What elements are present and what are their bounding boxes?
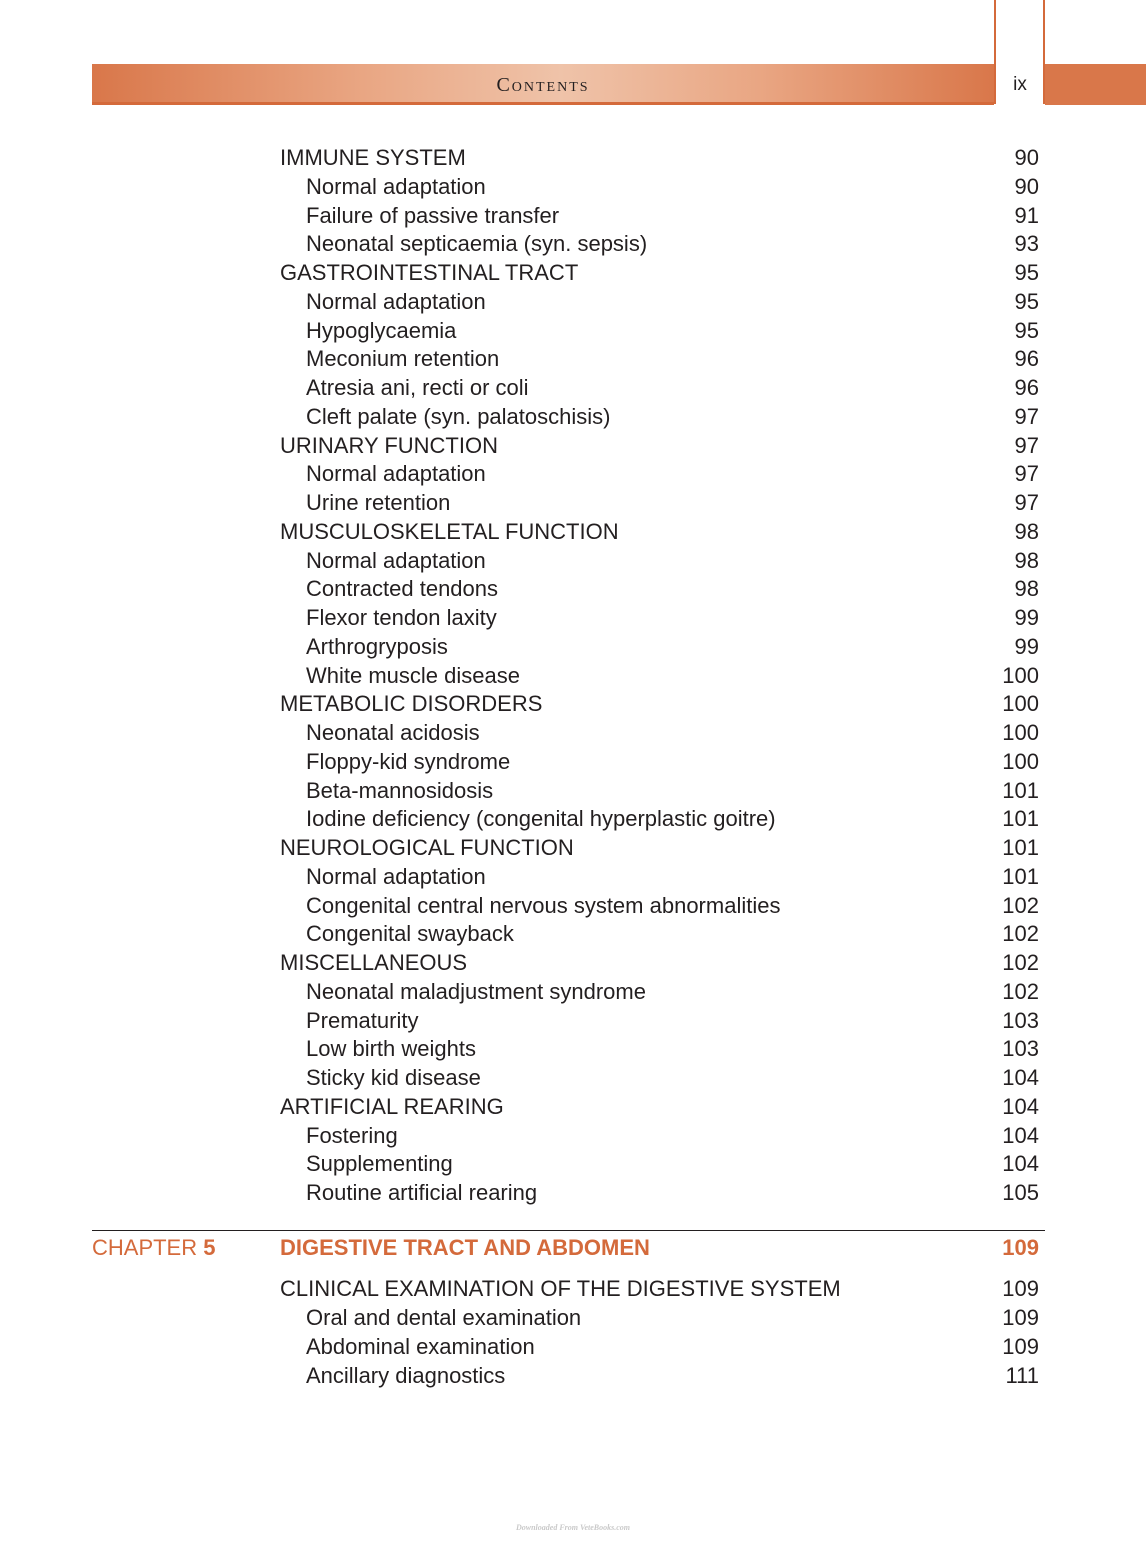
toc-entry-label: Beta-mannosidosis bbox=[306, 777, 494, 803]
toc-entry-label: MISCELLANEOUS bbox=[280, 950, 468, 975]
toc-subentry[interactable] bbox=[280, 1150, 1039, 1178]
chapter-title[interactable]: DIGESTIVE TRACT AND ABDOMEN bbox=[280, 1235, 650, 1260]
toc-entry-label: Routine artificial rearing bbox=[306, 1180, 538, 1205]
chapter-page-number: 109 bbox=[1002, 1235, 1039, 1260]
toc-subentry[interactable] bbox=[280, 1179, 1039, 1207]
toc-subentry[interactable] bbox=[280, 489, 1039, 517]
toc-entry-label: Normal adaptation bbox=[306, 547, 486, 573]
toc-entry-page: 109 bbox=[1002, 1334, 1039, 1359]
toc-subentry[interactable] bbox=[280, 662, 1039, 690]
toc-entry-label: Ancillary diagnostics bbox=[306, 1363, 506, 1388]
toc-entry-page: 103 bbox=[1002, 1007, 1039, 1033]
toc-entry-label: Contracted tendons bbox=[306, 576, 499, 602]
page-tab-rule-left bbox=[994, 0, 996, 104]
toc-subentry[interactable] bbox=[280, 288, 1039, 316]
toc-subentry[interactable] bbox=[280, 920, 1039, 948]
toc-section[interactable] bbox=[280, 518, 1039, 546]
toc-subentry[interactable] bbox=[280, 1362, 1039, 1390]
toc-subentry[interactable] bbox=[280, 633, 1039, 661]
toc-entry-page: 97 bbox=[1014, 432, 1039, 458]
toc-section[interactable] bbox=[280, 949, 1039, 977]
toc-section[interactable] bbox=[280, 144, 1039, 172]
toc-section[interactable] bbox=[280, 1275, 1039, 1303]
toc-entry-page: 100 bbox=[1002, 662, 1039, 688]
toc-entry-label: Normal adaptation bbox=[306, 173, 486, 199]
toc-entry-label: Normal adaptation bbox=[306, 863, 486, 889]
toc-subentry[interactable] bbox=[280, 892, 1039, 920]
toc-entry-label: Low birth weights bbox=[306, 1036, 476, 1062]
toc-subentry[interactable] bbox=[280, 374, 1039, 402]
toc-entry-page: 104 bbox=[1002, 1093, 1039, 1119]
toc-entry-label: CLINICAL EXAMINATION OF THE DIGESTIVE SYSTEM bbox=[280, 1276, 841, 1301]
chapter-number: 5 bbox=[203, 1235, 216, 1260]
toc-entry-page: 93 bbox=[1014, 231, 1039, 257]
toc-subentry[interactable] bbox=[280, 863, 1039, 891]
toc-entry-page: 102 bbox=[1002, 892, 1039, 918]
header-band bbox=[92, 64, 994, 105]
toc-entry-page: 99 bbox=[1014, 633, 1039, 659]
toc-entry-label: MUSCULOSKELETAL FUNCTION bbox=[280, 518, 619, 544]
toc-entry-page: 96 bbox=[1014, 375, 1039, 400]
toc-entry-label: Failure of passive transfer bbox=[306, 202, 560, 228]
toc-entry-label: Congenital swayback bbox=[306, 921, 514, 947]
toc-subentry[interactable] bbox=[280, 317, 1039, 345]
toc-entry-page: 102 bbox=[1002, 978, 1039, 1004]
toc-entry-page: 95 bbox=[1014, 288, 1039, 314]
toc-entry-page: 98 bbox=[1014, 547, 1039, 573]
toc-entry-label: Supplementing bbox=[306, 1151, 453, 1177]
header-band-right bbox=[1045, 64, 1146, 105]
toc-subentry[interactable] bbox=[280, 202, 1039, 230]
toc-entry-label: Prematurity bbox=[306, 1007, 419, 1033]
chapter-label[interactable] bbox=[92, 1234, 216, 1262]
toc-subentry[interactable] bbox=[280, 230, 1039, 258]
toc-subentry[interactable] bbox=[280, 719, 1039, 747]
toc-subentry[interactable] bbox=[280, 748, 1039, 776]
toc-entry-label: Neonatal septicaemia (syn. sepsis) bbox=[306, 231, 648, 257]
toc-entry-page: 103 bbox=[1002, 1036, 1039, 1062]
toc-entry-label: Urine retention bbox=[306, 490, 451, 515]
toc-entry-label: NEUROLOGICAL FUNCTION bbox=[280, 835, 574, 860]
toc-entry-page: 97 bbox=[1014, 403, 1039, 429]
toc-entry-page: 101 bbox=[1002, 835, 1039, 860]
toc-entry-label: Neonatal acidosis bbox=[306, 720, 480, 745]
toc-entry-page: 104 bbox=[1002, 1122, 1039, 1148]
toc-entry-page: 109 bbox=[1002, 1276, 1039, 1301]
toc-subentry[interactable] bbox=[280, 1122, 1039, 1150]
toc-subentry[interactable] bbox=[280, 1064, 1039, 1092]
toc-entry-label: Normal adaptation bbox=[306, 288, 486, 314]
toc-entry-page: 95 bbox=[1014, 317, 1039, 343]
toc-entry-page: 97 bbox=[1014, 461, 1039, 487]
toc-entry-label: Abdominal examination bbox=[306, 1334, 535, 1359]
toc-entry-label: URINARY FUNCTION bbox=[280, 432, 498, 458]
toc-entry-page: 102 bbox=[1002, 950, 1039, 975]
toc-entry-label: Cleft palate (syn. palatoschisis) bbox=[306, 403, 611, 429]
footer-credit: Downloaded From VeteBooks.com bbox=[515, 1523, 630, 1532]
toc-entry-label: Atresia ani, recti or coli bbox=[306, 375, 529, 400]
toc-entry-label: GASTROINTESTINAL TRACT bbox=[280, 260, 579, 285]
toc-subentry[interactable] bbox=[280, 1333, 1039, 1361]
toc-section[interactable] bbox=[280, 690, 1039, 718]
toc-entry-label: METABOLIC DISORDERS bbox=[280, 691, 543, 717]
toc-subentry[interactable] bbox=[280, 1035, 1039, 1063]
toc-subentry[interactable] bbox=[280, 777, 1039, 805]
toc-entry-label: ARTIFICIAL REARING bbox=[280, 1093, 504, 1119]
toc-subentry[interactable] bbox=[280, 345, 1039, 373]
toc-entry-page: 90 bbox=[1014, 173, 1039, 199]
toc-entry-page: 98 bbox=[1014, 518, 1039, 544]
toc-section[interactable] bbox=[280, 432, 1039, 460]
toc-entry-label: Neonatal maladjustment syndrome bbox=[306, 978, 646, 1004]
toc-entry-page: 98 bbox=[1014, 576, 1039, 602]
toc-subentry[interactable] bbox=[280, 403, 1039, 431]
toc-entry-page: 102 bbox=[1002, 921, 1039, 947]
toc-entry-page: 105 bbox=[1002, 1180, 1039, 1205]
toc-entry-page: 111 bbox=[1005, 1363, 1039, 1388]
toc-entry-label: Meconium retention bbox=[306, 346, 500, 372]
toc-entry-page: 100 bbox=[1002, 691, 1039, 717]
toc-subentry[interactable] bbox=[280, 547, 1039, 575]
toc-entry-label: Oral and dental examination bbox=[306, 1305, 582, 1330]
toc-entry-label: Congenital central nervous system abnormalities bbox=[306, 892, 781, 918]
toc-entry-label: IMMUNE SYSTEM bbox=[280, 145, 466, 170]
toc-subentry[interactable] bbox=[280, 978, 1039, 1006]
toc-subentry[interactable] bbox=[280, 173, 1039, 201]
toc-entry-page: 90 bbox=[1014, 145, 1039, 170]
toc-entry-label: Flexor tendon laxity bbox=[306, 605, 497, 630]
toc-entry-page: 91 bbox=[1014, 202, 1039, 228]
toc-entry-page: 99 bbox=[1014, 605, 1039, 630]
toc-entry-page: 97 bbox=[1014, 490, 1039, 515]
chapter-prefix: CHAPTER bbox=[92, 1235, 198, 1260]
toc-entry-page: 96 bbox=[1014, 346, 1039, 372]
toc-section[interactable] bbox=[280, 1093, 1039, 1121]
toc-entry-label: Normal adaptation bbox=[306, 461, 486, 487]
toc-subentry[interactable] bbox=[280, 460, 1039, 488]
toc-entry-page: 109 bbox=[1002, 1305, 1039, 1330]
toc-entry-label: Iodine deficiency (congenital hyperplastic goitre) bbox=[306, 806, 776, 832]
toc-subentry[interactable] bbox=[280, 1304, 1039, 1332]
toc-entry-page: 100 bbox=[1002, 748, 1039, 774]
toc-section[interactable] bbox=[280, 834, 1039, 862]
toc-subentry[interactable] bbox=[280, 1007, 1039, 1035]
toc-entry-page: 101 bbox=[1002, 806, 1039, 832]
toc-entry-page: 104 bbox=[1002, 1065, 1039, 1090]
toc-subentry[interactable] bbox=[280, 805, 1039, 833]
page-number: ix bbox=[1013, 74, 1027, 95]
toc-entry-label: Arthrogryposis bbox=[306, 633, 448, 659]
toc-entry-page: 101 bbox=[1002, 863, 1039, 889]
toc-entry-page: 95 bbox=[1014, 260, 1039, 285]
toc-entry-page: 104 bbox=[1002, 1151, 1039, 1177]
toc-subentry[interactable] bbox=[280, 575, 1039, 603]
running-header-title: Contents bbox=[496, 74, 590, 96]
toc-subentry[interactable] bbox=[280, 604, 1039, 632]
toc-entry-label: Sticky kid disease bbox=[306, 1065, 481, 1090]
toc-entry-label: Floppy-kid syndrome bbox=[306, 748, 511, 774]
toc-entry-page: 101 bbox=[1002, 777, 1039, 803]
toc-entry-label: Fostering bbox=[306, 1122, 398, 1148]
toc-section[interactable] bbox=[280, 259, 1039, 287]
toc-entry-label: Hypoglycaemia bbox=[306, 317, 457, 343]
toc-entry-page: 100 bbox=[1002, 720, 1039, 745]
chapter-divider bbox=[92, 1230, 1045, 1231]
toc-entry-label: White muscle disease bbox=[306, 662, 520, 688]
